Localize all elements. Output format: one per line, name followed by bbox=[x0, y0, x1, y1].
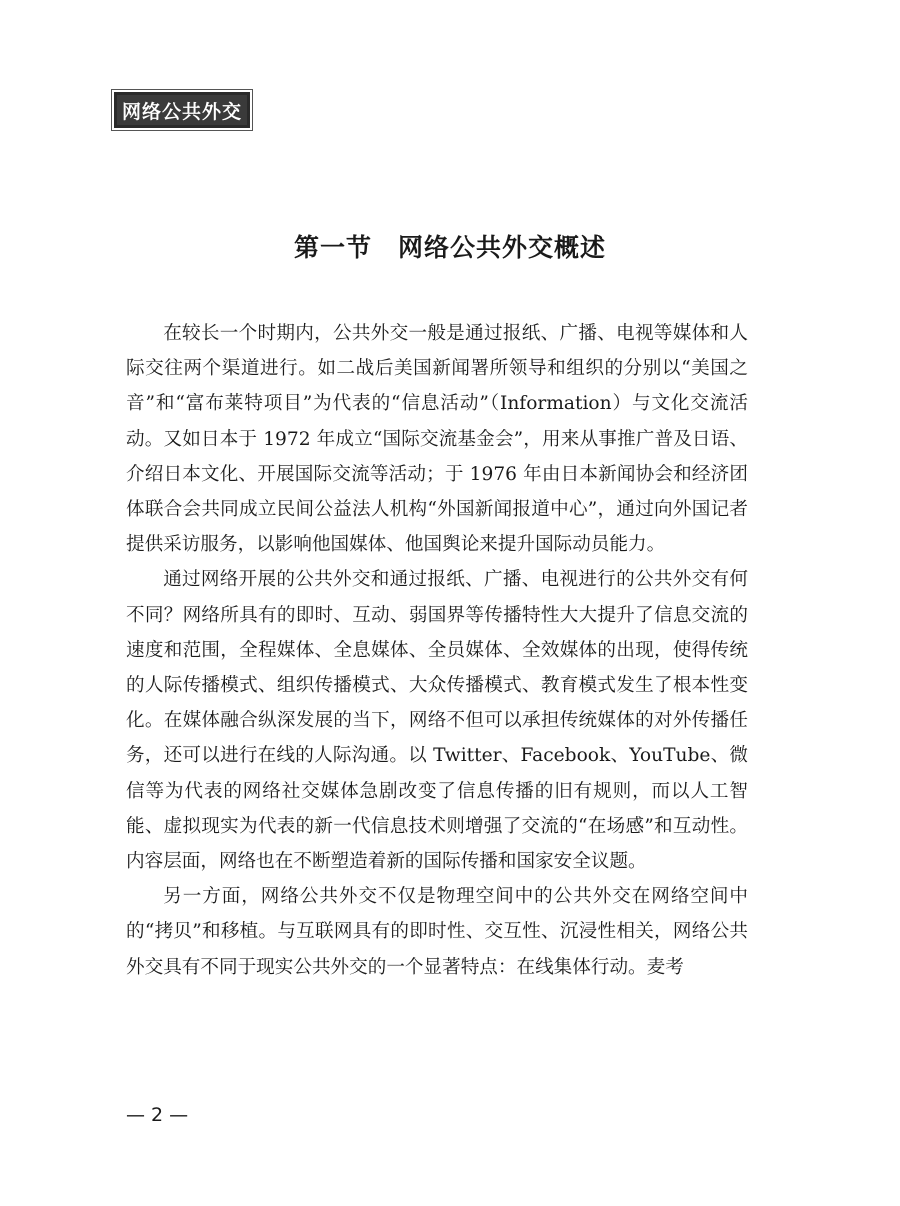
page-number: — 2 — bbox=[126, 1104, 189, 1126]
body-text bbox=[126, 316, 748, 985]
paragraph-2: 通过网络开展的公共外交和通过报纸、广播、电视进行的公共外交有何不同？网络所具有的即时、互动、弱国界等传播特性大大提升了信息交流的速度和范围，全程媒体、全息媒体、全员媒体、全效媒体的出现，使得传统的人际传播模式、组织传播模式、大众传播模式、教育模式发生了根本性变化。在媒体融合纵深发展的当下，网络不但可以承担传统媒体的对外传播任务，还可以进行在线的人际沟通。以 Twitter、Facebook、YouTube、微信等为代表的网络社交媒体急剧改变了信息传播的旧有规则，而以人工智能、虚拟现实为代表的新一代信息技术则增强了交流的“在场感”和互动性。内容层面，网络也在不断塑造着新的国际传播和国家安全议题。 bbox=[126, 569, 748, 873]
paragraph-3: 另一方面，网络公共外交不仅是物理空间中的公共外交在网络空间中的“拷贝”和移植。与互联网具有的即时性、交互性、沉浸性相关，网络公共外交具有不同于现实公共外交的一个显著特点：在线集体行动。麦考 bbox=[126, 886, 748, 978]
running-header-badge bbox=[114, 92, 250, 128]
section-title: 第一节 网络公共外交概述 bbox=[293, 233, 606, 262]
running-header-title: 网络公共外交 bbox=[122, 100, 243, 123]
paragraph-1: 在较长一个时期内，公共外交一般是通过报纸、广播、电视等媒体和人际交往两个渠道进行。如二战后美国新闻署所领导和组织的分别以“美国之音”和“富布莱特项目”为代表的“信息活动”（Information）与文化交流活动。又如日本于 1972 年成立“国际交流基金会”，用来从事推广普及日语、介绍日本文化、开展国际交流等活动；于 1976 年由日本新闻协会和经济团体联合会共同成立民间公益法人机构“外国新闻报道中心”，通过向外国记者提供采访服务，以影响他国媒体、他国舆论来提升国际动员能力。 bbox=[126, 323, 748, 556]
